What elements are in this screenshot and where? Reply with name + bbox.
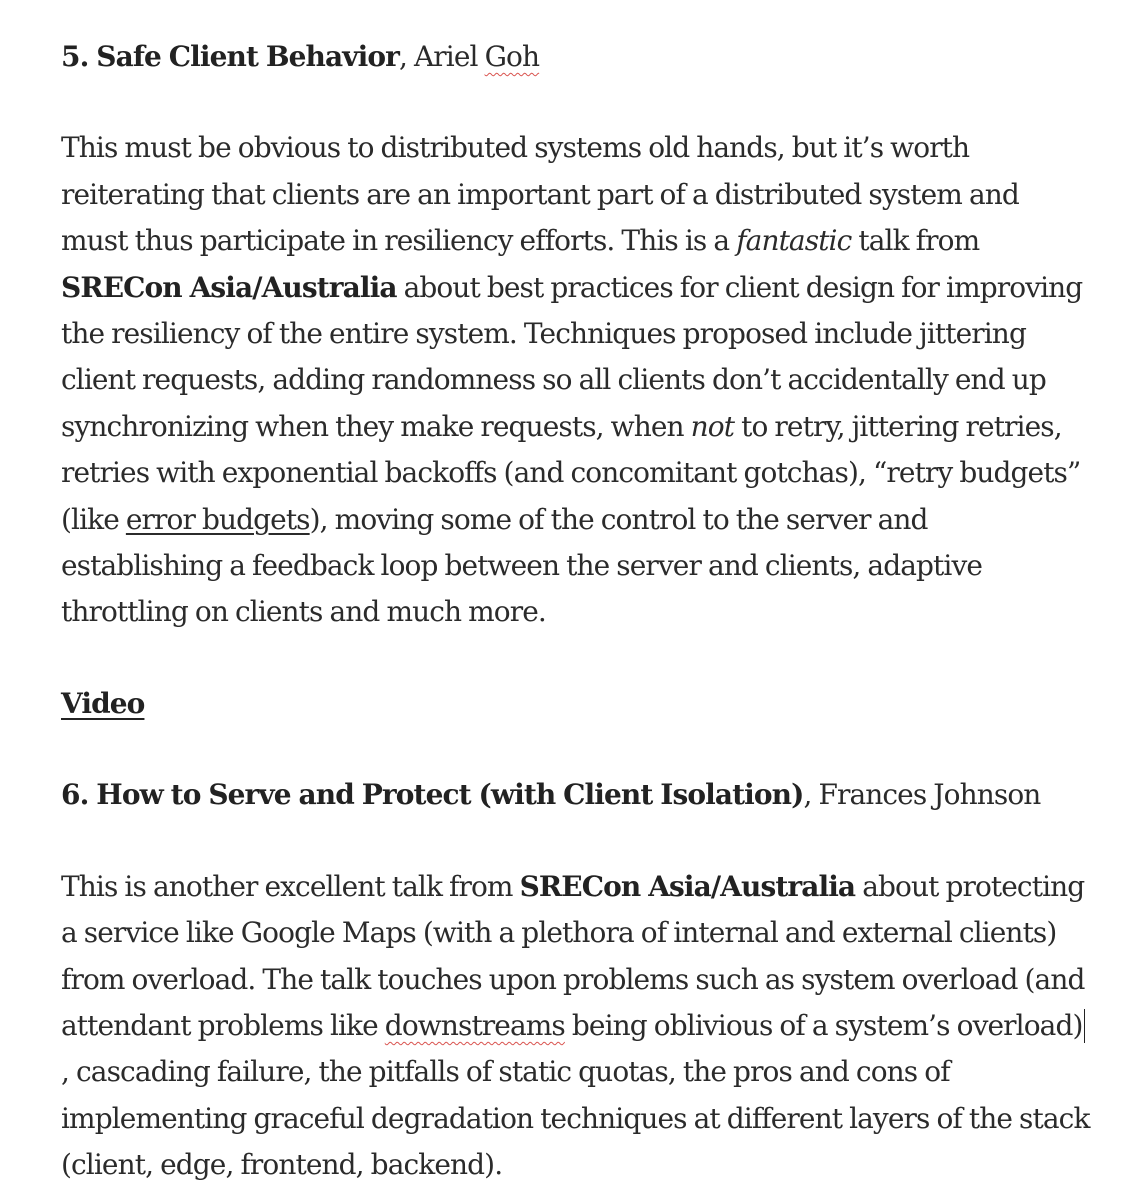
section-5-heading	[61, 34, 1091, 80]
section-6-title: 6. How to Serve and Protect (with Client Isolation)	[61, 778, 804, 812]
section-6-heading	[61, 772, 1091, 818]
section-6-author: , Frances Johnson	[803, 778, 1041, 812]
section-6-text-1: This is another excellent talk from	[61, 869, 520, 903]
section-5-emphasis-fantastic: fantastic	[736, 224, 852, 258]
section-5-separator: , Ariel	[398, 40, 485, 73]
section-6-conference: SRECon Asia/Australia	[519, 869, 856, 903]
section-5-conference: SRECon Asia/Australia	[61, 270, 397, 304]
section-5-description	[61, 125, 1091, 635]
section-6-text-2: about protecting a service like Google Maps (with a plethora of internal and external clients) from overload. The talk touches upon problems such as system overload (and attendant problems like	[61, 869, 1085, 1042]
section-5-text-5: ), moving some of the control to the server and establishing a feedback loop between the server and clients, adaptive throttling on clients and much more.	[61, 502, 983, 629]
error-budgets-link[interactable]: error budgets	[125, 502, 310, 536]
section-6-spellcheck-word: downstreams	[384, 1008, 565, 1042]
section-5-text-1: This must be obvious to distributed systems old hands, but it’s worth reiterating that clients are an important part of a distributed system and must thus participate in resiliency efforts. This is a	[61, 131, 1019, 258]
section-6-text-4: , cascading failure, the pitfalls of static quotas, the pros and cons of implementing graceful degradation techniques at different layers of the stack (client, edge, frontend, backend).	[61, 1055, 1090, 1182]
section-5-text-4: to retry, jittering retries, retries with exponential backoffs (and concomitant gotchas), “retry budgets” (like	[61, 409, 1081, 536]
section-5-text-3: about best practices for client design for improving the resiliency of the entire system. Techniques proposed include jittering client requests, adding randomness so all clients don’t accidentally end up synchronizing when they make requests, when	[61, 270, 1083, 443]
video-link-row	[61, 681, 1091, 727]
section-5-emphasis-not: not	[690, 409, 735, 443]
section-6-description[interactable]	[61, 864, 1091, 1189]
section-5-author-last: Goh	[484, 40, 540, 73]
section-6-text-3: being oblivious of a system’s overload)	[564, 1008, 1083, 1042]
article-body	[61, 34, 1091, 1189]
section-5-text-2: talk from	[851, 224, 980, 258]
section-5-title: 5. Safe Client Behavior	[61, 40, 399, 73]
video-link[interactable]: Video	[61, 686, 145, 720]
text-cursor	[1084, 1009, 1085, 1043]
